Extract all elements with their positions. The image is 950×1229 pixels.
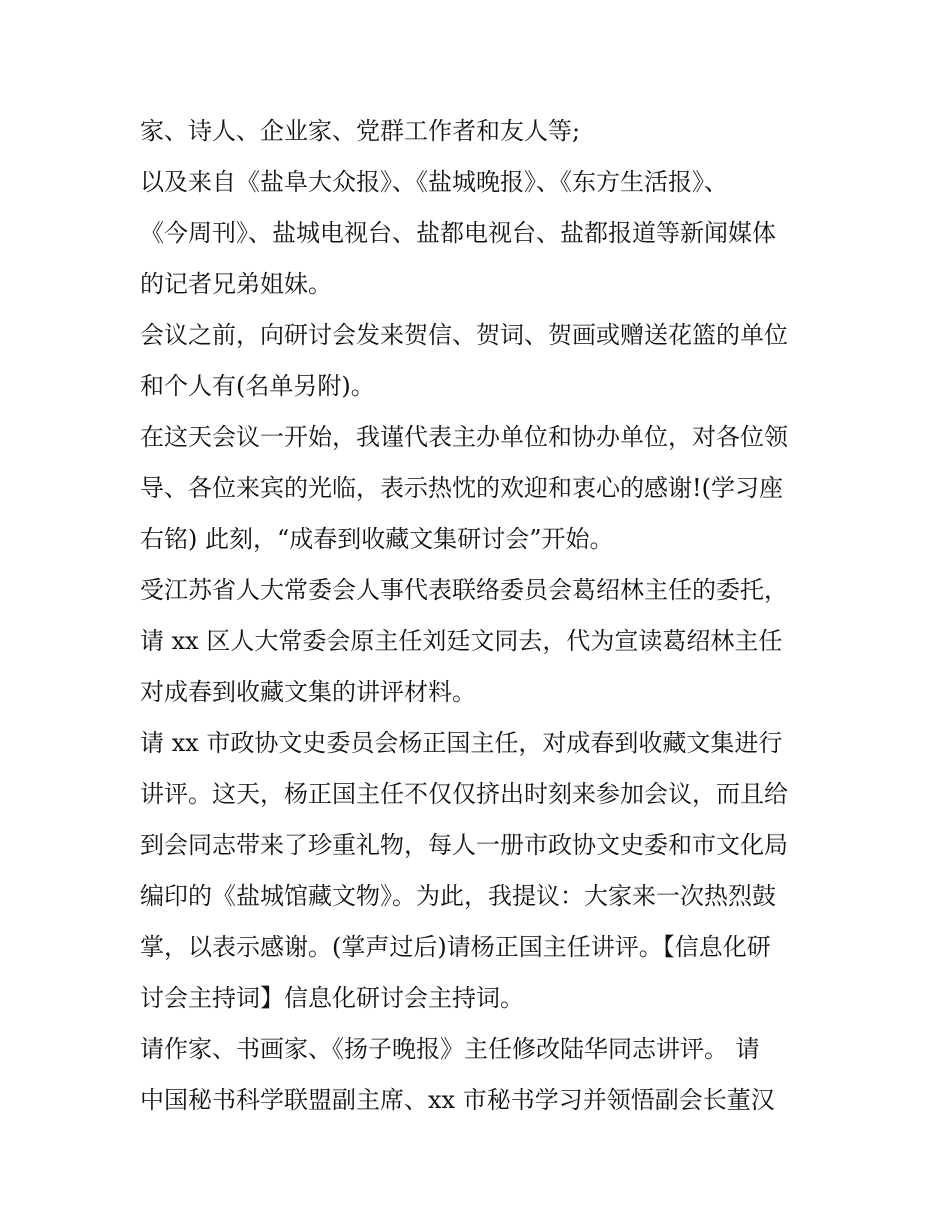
text-line: 掌，以表示感谢。(掌声过后)请杨正国主任讲评。【信息化研 [140, 933, 771, 961]
text-line: 右铭) 此刻，“成春到收藏文集研讨会”开始。 [140, 525, 614, 553]
text-line: 在这天会议一开始，我谨代表主办单位和协办单位，对各位领 [140, 423, 788, 451]
text-line: 《今周刊》、盐城电视台、盐都电视台、盐都报道等新闻媒体 [140, 219, 776, 247]
text-line: 请 xx 区人大常委会原主任刘廷文同去，代为宣读葛绍林主任 [140, 627, 783, 655]
text-line: 请作家、书画家、《扬子晚报》主任修改陆华同志讲评。 请 [140, 1035, 760, 1063]
text-line: 对成春到收藏文集的讲评材料。 [140, 678, 476, 706]
text-line: 以及来自《盐阜大众报》、《盐城晚报》、《东方生活报》、 [140, 168, 728, 196]
text-line: 到会同志带来了珍重礼物，每人一册市政协文史委和市文化局 [140, 831, 788, 859]
body-text [140, 108, 820, 1128]
text-line: 和个人有(名单另附)。 [140, 372, 375, 400]
text-line: 会议之前，向研讨会发来贺信、贺词、贺画或赠送花篮的单位 [140, 321, 788, 349]
text-line: 的记者兄弟姐妹。 [140, 270, 332, 298]
text-line: 请 xx 市政协文史委员会杨正国主任，对成春到收藏文集进行 [140, 729, 783, 757]
text-line: 讨会主持词】信息化研讨会主持词。 [140, 984, 524, 1012]
text-line: 中国秘书科学联盟副主席、xx 市秘书学习并领悟副会长董汉 [140, 1086, 775, 1114]
text-line: 导、各位来宾的光临，表示热忱的欢迎和衷心的感谢!(学习座 [140, 474, 784, 502]
text-line: 家、诗人、企业家、党群工作者和友人等; [140, 117, 581, 145]
text-line: 编印的《盐城馆藏文物》。为此，我提议：大家来一次热烈鼓 [140, 882, 776, 910]
text-line: 受江苏省人大常委会人事代表联络委员会葛绍林主任的委托， [140, 576, 788, 604]
text-line: 讲评。这天，杨正国主任不仅仅挤出时刻来参加会议，而且给 [140, 780, 788, 808]
